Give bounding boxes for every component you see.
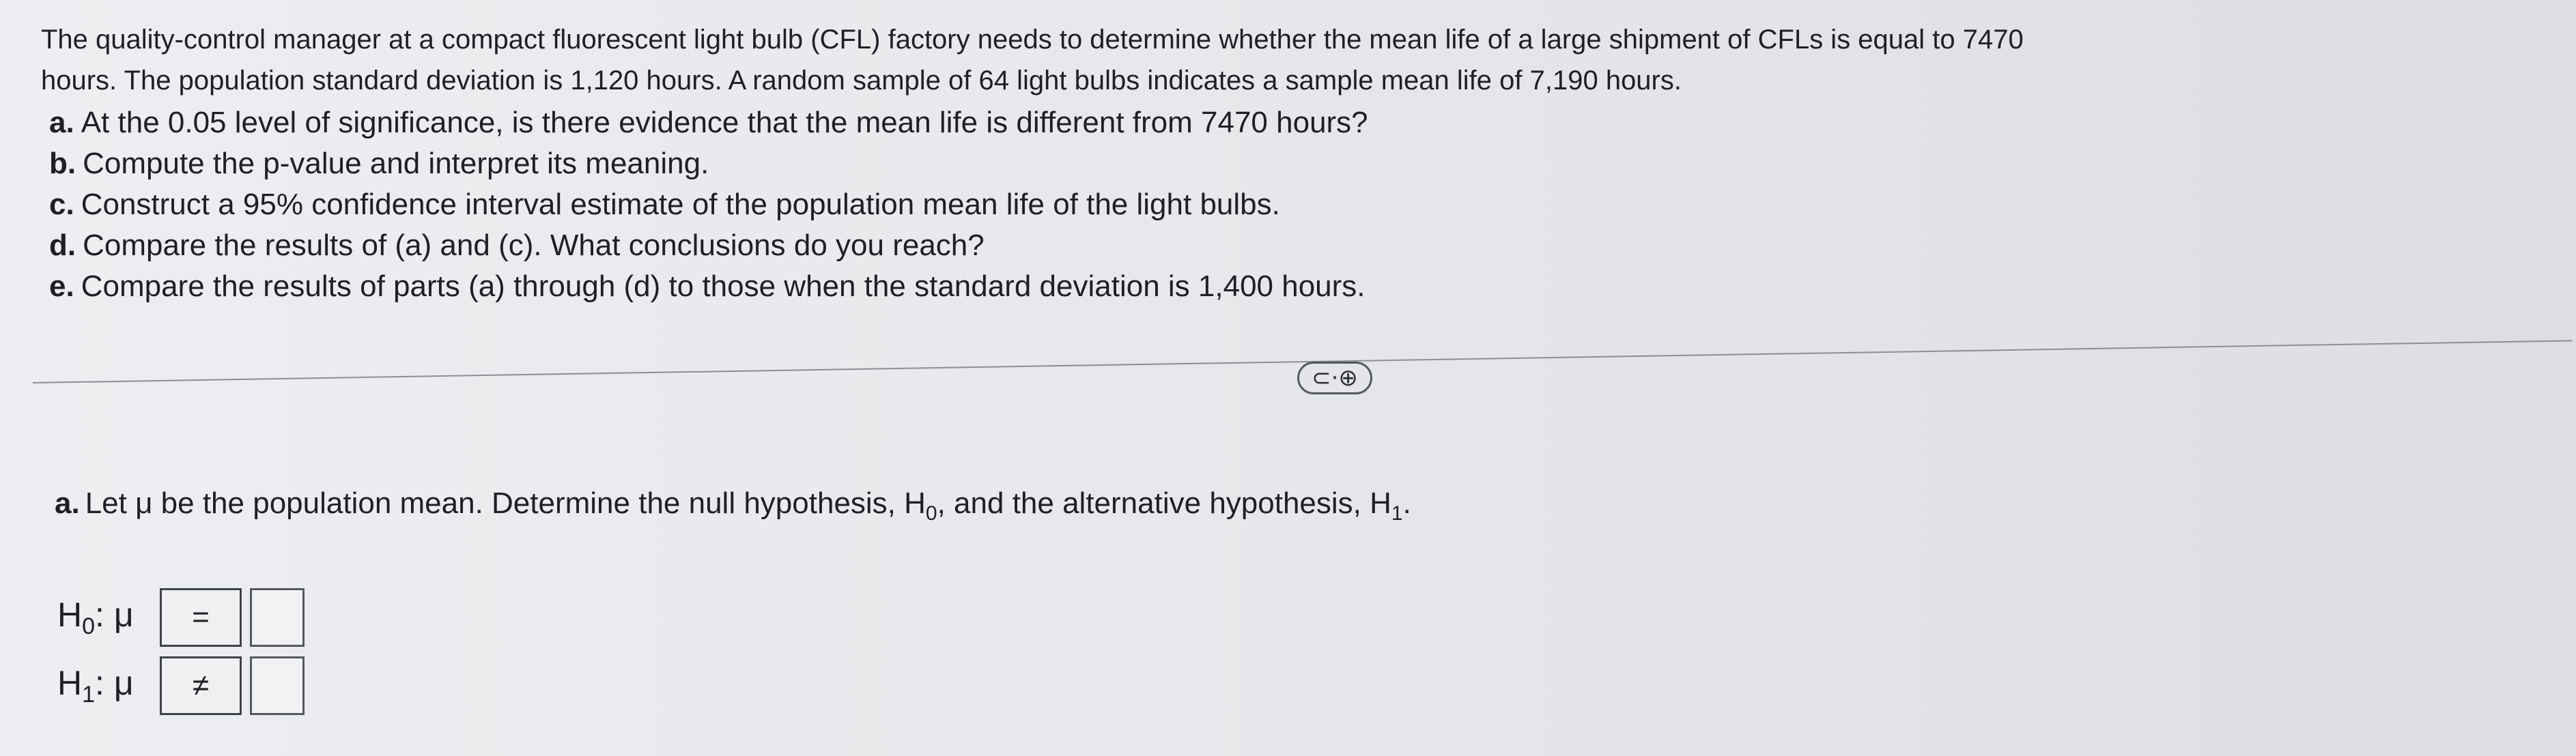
hyp-mu: : μ	[95, 596, 134, 634]
question-line-2: hours. The population standard deviation is 1,120 hours. A random sample of 64 light bulbs indicates a sample mean life of 7,190 hours.	[41, 66, 1682, 96]
alternative-value-input[interactable]	[250, 656, 305, 715]
null-operator-dropdown[interactable]: =	[160, 588, 242, 647]
part-text: Compare the results of parts (a) through (d) to those when the standard deviation is 1,400 hours.	[81, 270, 1365, 303]
alternative-hypothesis-label	[57, 663, 160, 708]
part-c	[49, 184, 1368, 225]
part-a	[49, 102, 1368, 143]
part-letter: b.	[49, 147, 76, 180]
subquestion-text-after: .	[1402, 486, 1411, 520]
subquestion-a	[55, 483, 1411, 534]
question-text	[41, 19, 2513, 101]
null-hypothesis-label	[57, 595, 160, 640]
question-parts-list	[49, 102, 1368, 307]
hyp-mu: : μ	[95, 664, 134, 702]
part-letter: a.	[49, 106, 74, 139]
part-text: Construct a 95% confidence interval estimate of the population mean life of the light bulbs.	[81, 188, 1280, 221]
divider-expand-button[interactable]	[1297, 362, 1372, 394]
hyp-subscript: 0	[82, 613, 96, 639]
part-b	[49, 143, 1368, 184]
part-e	[49, 266, 1368, 307]
subquestion-text-middle: , and the alternative hypothesis, H	[937, 486, 1391, 520]
part-letter: e.	[49, 270, 74, 303]
h1-subscript: 1	[1391, 501, 1403, 525]
part-text: Compute the p-value and interpret its meaning.	[83, 147, 709, 180]
part-letter: d.	[49, 229, 76, 262]
subquestion-text-before: Let μ be the population mean. Determine the null hypothesis, H	[85, 486, 926, 520]
null-hypothesis-row	[57, 587, 305, 648]
alternative-hypothesis-row	[57, 655, 305, 716]
h0-subscript: 0	[925, 501, 937, 525]
null-value-input[interactable]	[250, 588, 305, 647]
hyp-subscript: 1	[82, 682, 96, 708]
subquestion-letter: a.	[55, 486, 80, 520]
hyp-letter: H	[57, 664, 83, 702]
part-d	[49, 225, 1368, 266]
expand-icon: ⊂·⊕	[1312, 364, 1358, 392]
part-text: Compare the results of (a) and (c). What conclusions do you reach?	[83, 229, 985, 262]
question-line-1: The quality-control manager at a compact fluorescent light bulb (CFL) factory needs to determine whether the mean life of a large shipment of CFLs is equal to 7470	[41, 25, 2024, 55]
alternative-operator-dropdown[interactable]: ≠	[160, 656, 242, 715]
hyp-letter: H	[57, 596, 83, 634]
part-letter: c.	[49, 188, 74, 221]
part-text: At the 0.05 level of significance, is there evidence that the mean life is different from 7470 hours?	[81, 106, 1368, 139]
